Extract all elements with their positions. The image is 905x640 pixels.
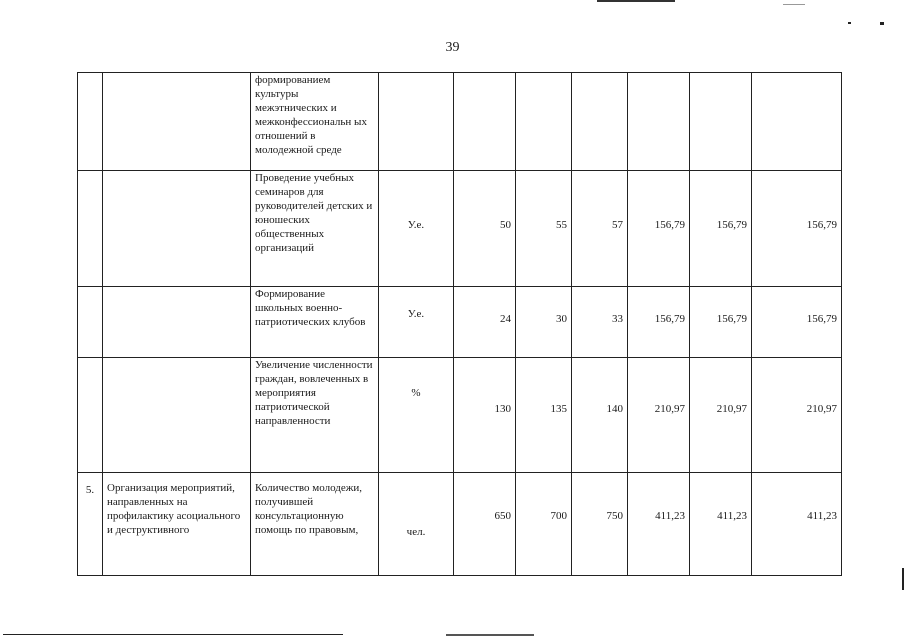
value-cell: 140 (572, 358, 628, 473)
unit-cell (379, 73, 454, 171)
indicators-table (77, 72, 842, 576)
value-cell: 411,23 (690, 473, 752, 576)
value-cell: 50 (454, 171, 516, 287)
table-row (78, 287, 842, 358)
scan-artifact-top-right (783, 4, 805, 5)
event-cell (103, 171, 251, 287)
value-cell (572, 73, 628, 171)
table-row (78, 171, 842, 287)
unit-cell: % (379, 358, 454, 473)
value-cell: 55 (516, 171, 572, 287)
value-cell: 650 (454, 473, 516, 576)
value-cell (628, 73, 690, 171)
scan-artifact-edge (902, 568, 904, 590)
event-cell (103, 358, 251, 473)
unit-cell: У.е. (379, 287, 454, 358)
value-cell: 750 (572, 473, 628, 576)
table-row (78, 73, 842, 171)
value-cell (690, 73, 752, 171)
value-cell: 33 (572, 287, 628, 358)
value-cell: 57 (572, 171, 628, 287)
value-cell (752, 73, 842, 171)
row-number: 5. (78, 473, 103, 576)
value-cell: 411,23 (752, 473, 842, 576)
value-cell: 210,97 (690, 358, 752, 473)
value-cell: 156,79 (690, 171, 752, 287)
scan-artifact-top (597, 0, 675, 2)
unit-cell: У.е. (379, 171, 454, 287)
value-cell (516, 73, 572, 171)
scan-artifact-bottom (446, 634, 534, 636)
value-cell: 156,79 (628, 171, 690, 287)
indicator-cell: Увеличение численности граждан, вовлеченных в мероприятия патриотической направленности (251, 358, 379, 473)
event-cell: Организация мероприятий, направленных на профилактику асоциального и деструктивного (103, 473, 251, 576)
unit-cell: чел. (379, 473, 454, 576)
value-cell: 411,23 (628, 473, 690, 576)
value-cell: 30 (516, 287, 572, 358)
event-cell (103, 287, 251, 358)
indicator-cell: Формирование школьных военно-патриотических клубов (251, 287, 379, 358)
value-cell: 24 (454, 287, 516, 358)
value-cell (454, 73, 516, 171)
row-number (78, 73, 103, 171)
row-number (78, 171, 103, 287)
page-number: 39 (445, 40, 460, 55)
value-cell: 156,79 (690, 287, 752, 358)
table-row (78, 473, 842, 576)
row-number (78, 287, 103, 358)
table-row (78, 358, 842, 473)
value-cell: 156,79 (752, 287, 842, 358)
value-cell: 210,97 (752, 358, 842, 473)
indicator-cell: Количество молодежи, получившей консультационную помощь по правовым, (251, 473, 379, 576)
row-number (78, 358, 103, 473)
scan-speck (848, 22, 851, 24)
scan-speck (880, 22, 884, 25)
indicator-cell: формированием культуры межэтнических и межконфессиональн ых отношений в молодежной среде (251, 73, 379, 171)
event-cell (103, 73, 251, 171)
value-cell: 156,79 (628, 287, 690, 358)
value-cell: 130 (454, 358, 516, 473)
scan-artifact-bottom (3, 634, 343, 635)
indicator-cell: Проведение учебных семинаров для руководителей детских и юношеских общественных организаций (251, 171, 379, 287)
value-cell: 700 (516, 473, 572, 576)
value-cell: 210,97 (628, 358, 690, 473)
value-cell: 156,79 (752, 171, 842, 287)
value-cell: 135 (516, 358, 572, 473)
